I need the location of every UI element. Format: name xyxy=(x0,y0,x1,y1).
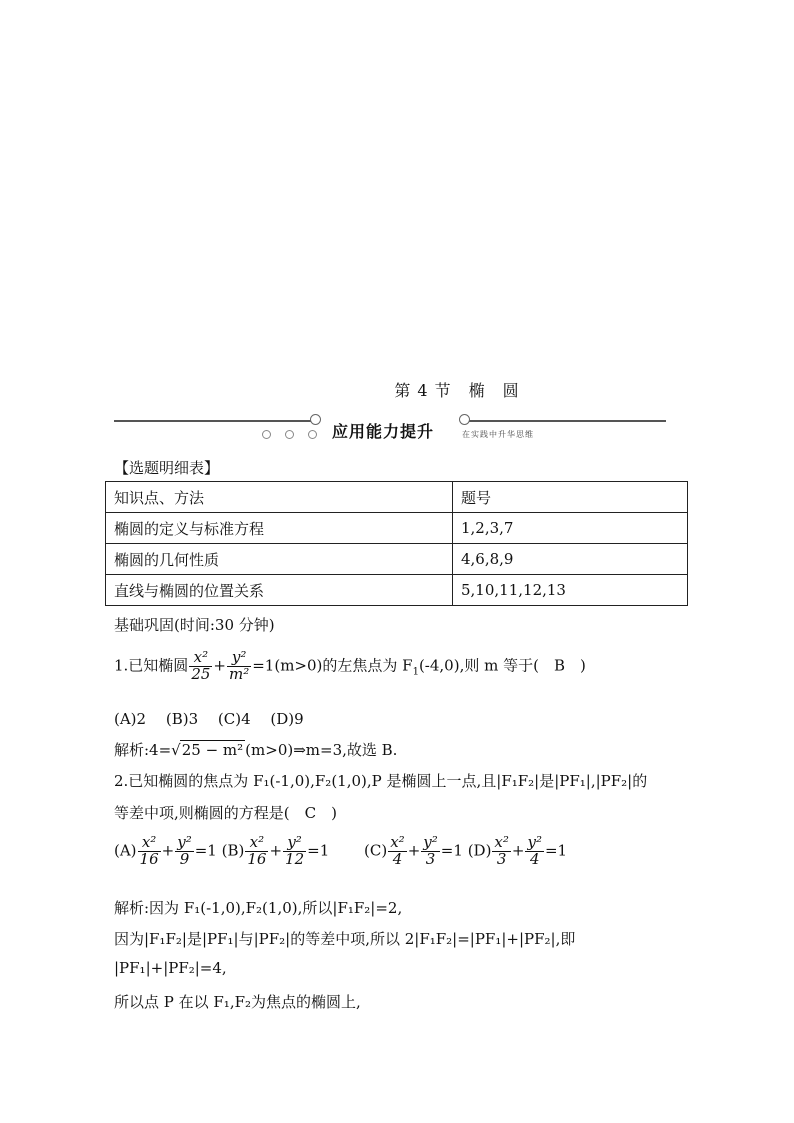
q1-suffix-a: =1(m>0)的左焦点为 F xyxy=(252,656,413,675)
table-cell: 4,6,8,9 xyxy=(453,544,688,575)
banner-title: 应用能力提升 xyxy=(332,422,435,441)
question-1: 1.已知椭圆 $\frac{\text{x²}}{25}$ + $\frac{\text{y²}}{\text{m²}}$ =1(m>0)的左焦点为 $F_1(-4,0)$,则 m 等于( B ) xyxy=(114,648,586,683)
question-detail-table xyxy=(105,481,688,606)
table-row xyxy=(106,544,688,575)
q2-analysis-4: 所以点 P 在以 F₁,F₂为焦点的椭圆上, xyxy=(114,993,361,1011)
table-header-cell: 知识点、方法 xyxy=(106,482,453,513)
question-2-line1: 2.已知椭圆的焦点为 F₁(-1,0),F₂(1,0),P 是椭圆上一点,且|F₁F₂|是|PF₁|,|PF₂|的 xyxy=(114,772,648,790)
question-2-line2: 等差中项,则椭圆的方程是( C ) xyxy=(114,804,337,822)
q2-analysis-2: 因为|F₁F₂|是|PF₁|与|PF₂|的等差中项,所以 2|F₁F₂|=|PF₁|+|PF₂|,即 xyxy=(114,930,576,948)
q2-answer: C xyxy=(304,804,317,822)
table-cell: 1,2,3,7 xyxy=(453,513,688,544)
q1-fraction-x: $\frac{\text{x²}}{25}$ xyxy=(191,648,211,683)
q1-fraction-y: $\frac{\text{y²}}{\text{m²}}$ xyxy=(228,648,250,683)
q2-analysis-1: 解析:因为 F₁(-1,0),F₂(1,0),所以|F₁F₂|=2, xyxy=(114,899,403,917)
q2-analysis-3: |PF₁|+|PF₂|=4, xyxy=(114,959,227,977)
q1-analysis: 解析:4=√25 − m² (m>0)⇒m=3,故选 B. xyxy=(114,741,398,759)
q1-answer: B xyxy=(553,656,565,675)
table-header-row xyxy=(106,482,688,513)
basic-heading: 基础巩固(时间:30 分钟) xyxy=(114,616,275,634)
banner-subtitle: 在实践中升华思维 xyxy=(462,430,534,439)
q1-options: (A)2 (B)3 (C)4 (D)9 xyxy=(114,710,304,728)
q1-suffix-b: (-4,0),则 m 等于( xyxy=(418,656,539,675)
table-cell: 5,10,11,12,13 xyxy=(453,575,688,606)
banner-dot xyxy=(285,430,294,439)
table-header-cell: 题号 xyxy=(453,482,688,513)
q2-options: (A) $\frac{\text{x²}}{16}$ + $\frac{\text{y²}}{9}$ =1 (B) $\frac{\text{x²}}{16}$ + $\frac{\text{y²}}{12}$ =1 (C) $\frac{\text{x²}}{4}$ + $\frac{\text{y²}}{3}$ =1 (D) $\frac{\text{x²}}{3}$ + $\frac{\text{y²}}{4}$ =1 xyxy=(114,833,568,868)
banner-dot xyxy=(262,430,271,439)
table-row xyxy=(106,575,688,606)
table-heading: 【选题明细表】 xyxy=(114,459,220,477)
section-title: 第 4 节 椭 圆 xyxy=(394,381,520,400)
table-cell: 椭圆的定义与标准方程 xyxy=(106,513,453,544)
banner-right-knob xyxy=(459,414,470,425)
banner-right-rule xyxy=(462,420,666,422)
banner-dot xyxy=(308,430,317,439)
sqrt-expression: 25 − m² xyxy=(181,741,244,759)
q1-close: ) xyxy=(580,656,586,675)
banner-left-knob xyxy=(310,414,321,425)
table-cell: 直线与椭圆的位置关系 xyxy=(106,575,453,606)
table-row xyxy=(106,513,688,544)
banner-left-rule xyxy=(114,420,318,422)
table-cell: 椭圆的几何性质 xyxy=(106,544,453,575)
q1-prefix: 1.已知椭圆 xyxy=(114,656,189,675)
